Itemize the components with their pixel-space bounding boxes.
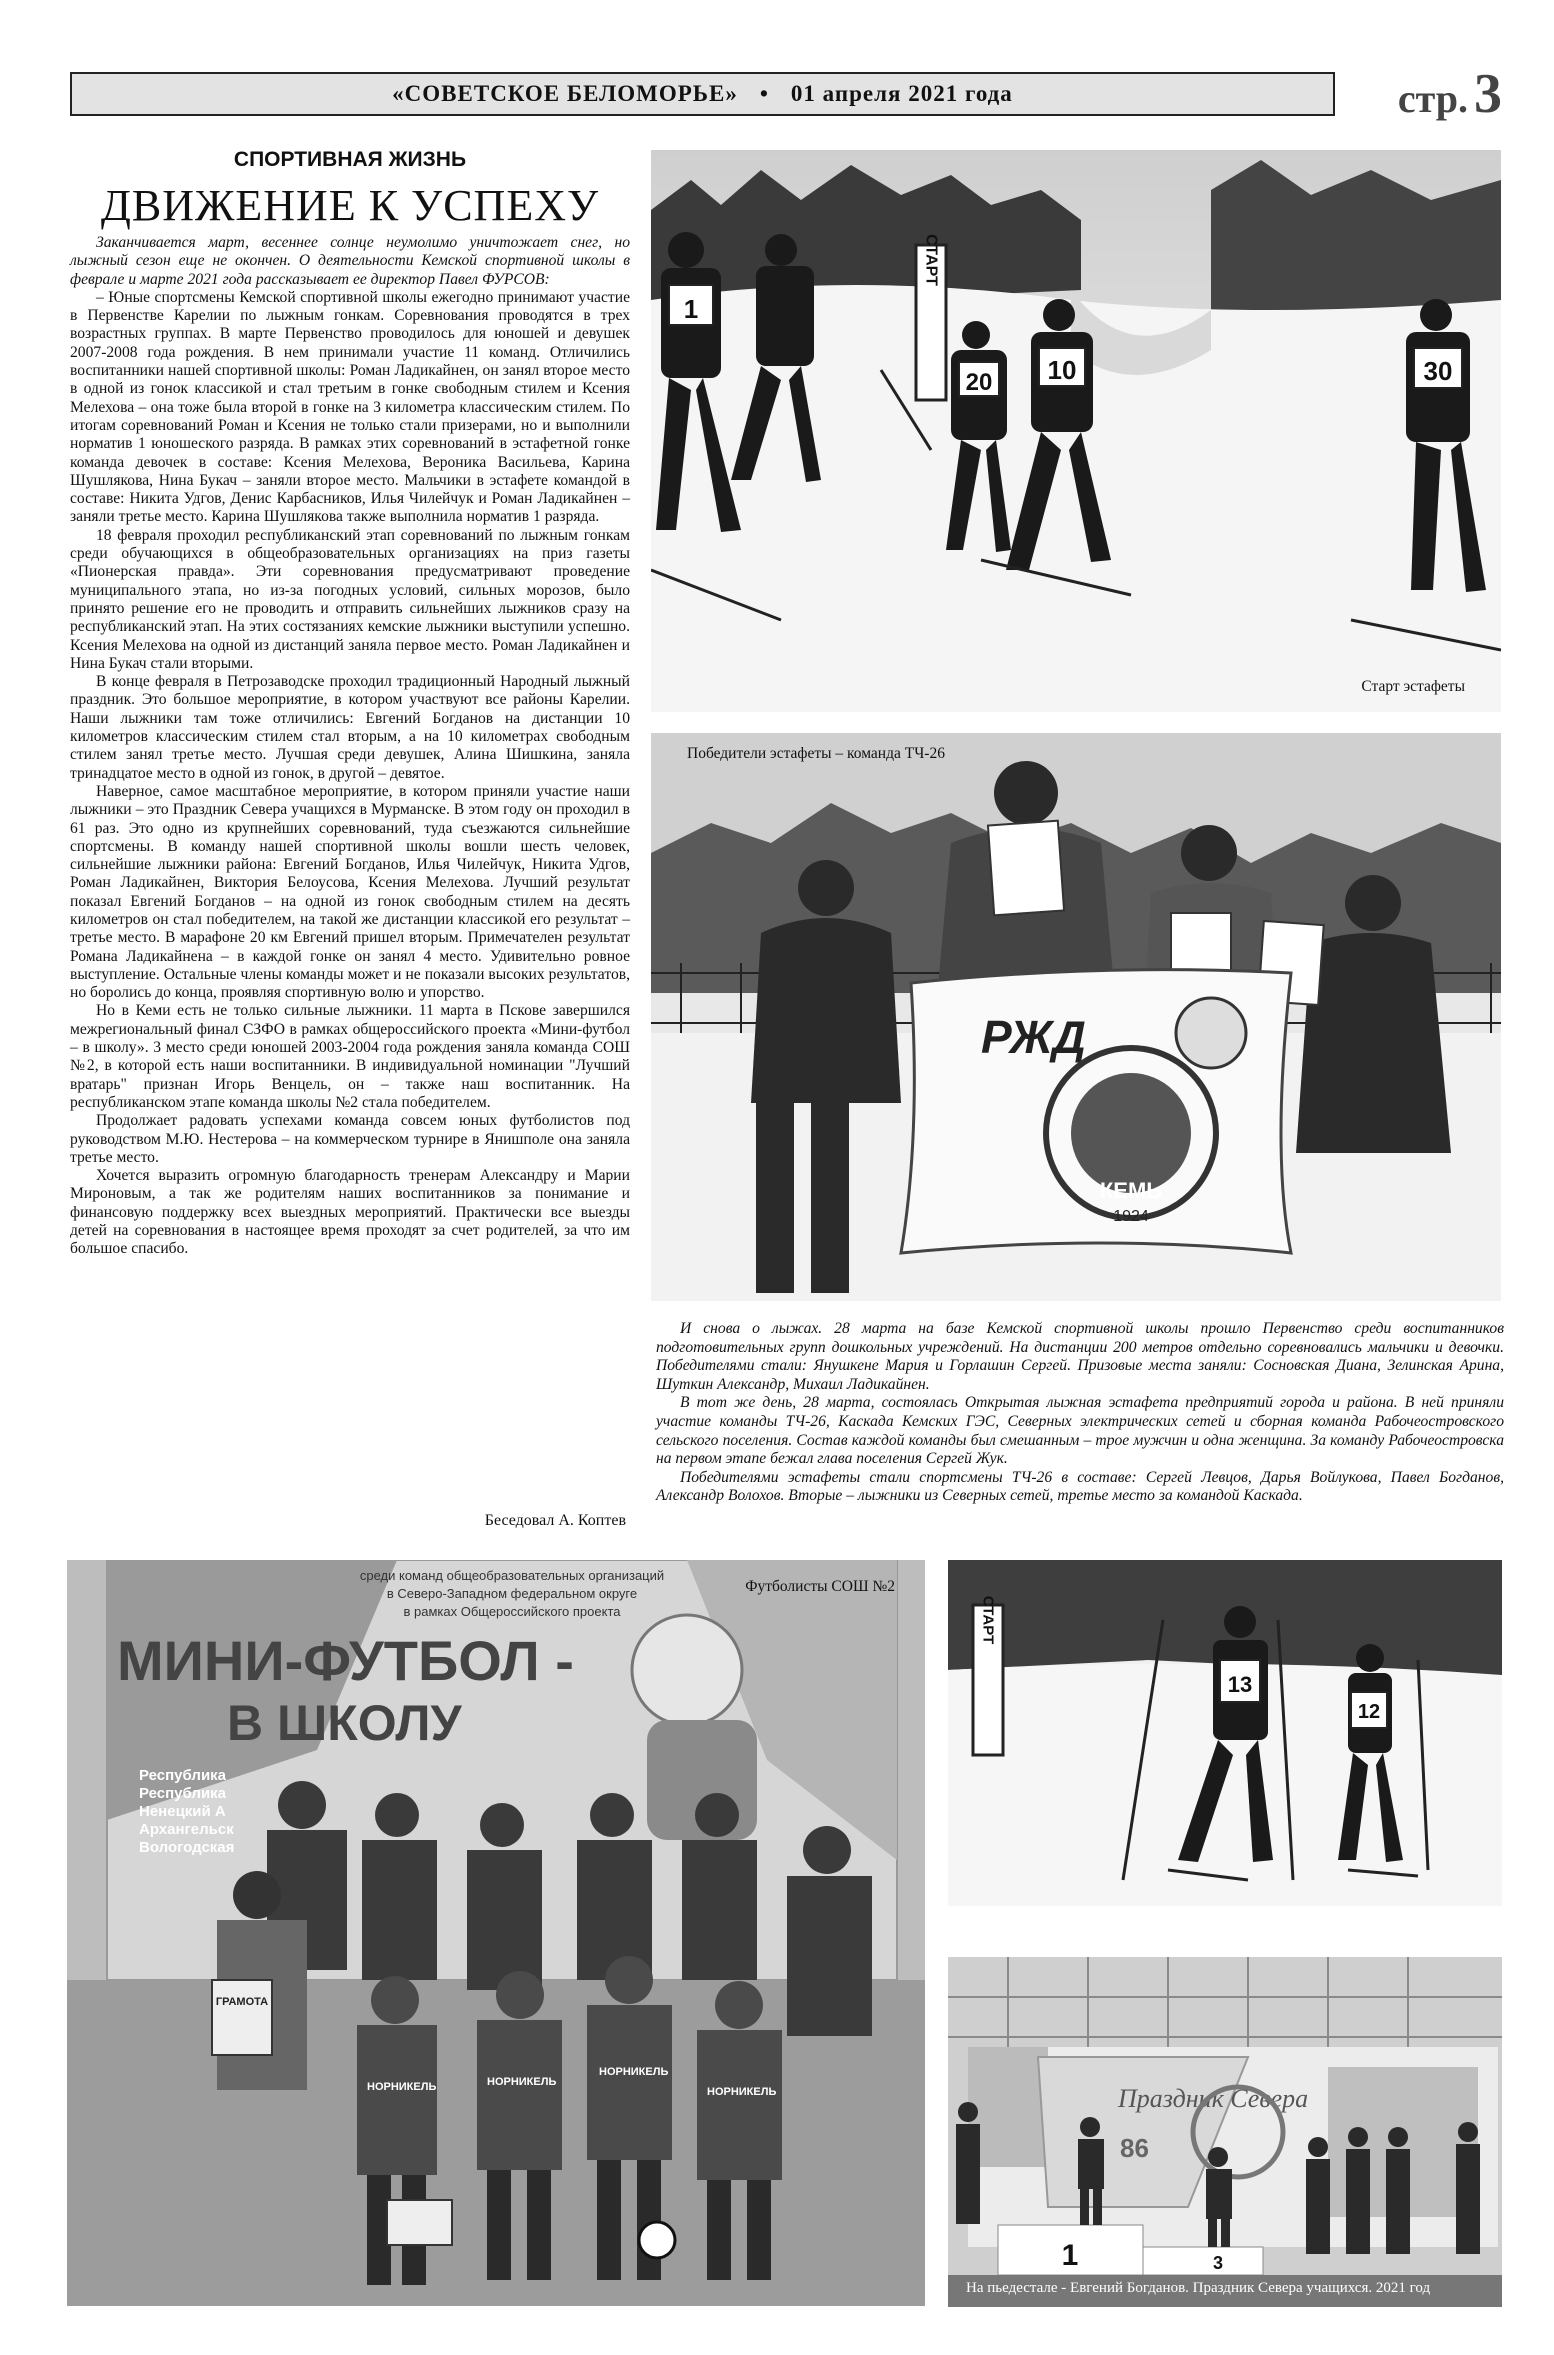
photo-kids-skiers [948, 1560, 1502, 1906]
banner-headline: В ШКОЛУ [227, 1695, 462, 1751]
bib-number: 20 [965, 369, 993, 396]
jersey-text: НОРНИКЕЛЬ [367, 2081, 437, 2093]
bib-number: 30 [1423, 356, 1453, 386]
photo-relay-start [651, 150, 1501, 712]
banner-town: КЕМЬ [1099, 1178, 1163, 1203]
jersey-text: НОРНИКЕЛЬ [707, 2086, 777, 2098]
article-paragraph: Хочется выразить огромную благодарность тренерам Александру и Марии Мироновым, а так же родителям наших воспитанников за понимание и финансовую поддержку всех выездных мероприятий. Практически все выезды детей на соревнования в настоящее время проходят за счет родителей, за что им большое спасибо. [70, 1167, 630, 1258]
podium-banner-num: 86 [1120, 2133, 1149, 2163]
article-signature: Беседовал А. Коптев [484, 1512, 626, 1529]
article-paragraph: 18 февраля проходил республиканский этап соревнований по лыжным гонкам среди обучающихся в общеобразовательных организациях на приз газеты «Пионерская правда». Эти соревнования предусматривают проведение муниципального этапа, но из-за погодных условий, сильных морозов, было принято решение его не проводить и отправить сильнейших лыжников сразу на республиканский этап. На этих состязаниях кемские лыжники выступили успешно. Ксения Мелехова на одной из дистанций заняла первое место. Роман Ладикайнен и Нина Букач стали вторыми. [70, 526, 630, 672]
caption-relay-winners: Победители эстафеты – команда ТЧ-26 [687, 745, 945, 762]
banner-region: Республика [139, 1767, 227, 1784]
diploma-title: ГРАМОТА [215, 1996, 269, 2008]
article-body [70, 234, 630, 1259]
bib-number: 13 [1227, 1672, 1253, 1697]
podium-place: 1 [1061, 2239, 1079, 2272]
caption-paragraph: Победителями эстафеты стали спортсмены ТЧ-26 в составе: Сергей Левцов, Дарья Войлукова, Павел Богданов, Александр Волохов. Вторые – лыжники из Северных сетей, третье место за командой Каскада. [656, 1468, 1504, 1505]
page-label: стр. [1397, 76, 1468, 121]
caption-podium: На пьедестале - Евгений Богданов. Праздник Севера учащихся. 2021 год [966, 2280, 1431, 2296]
photo-relay-winners [651, 733, 1501, 1301]
photo-football-team [67, 1560, 925, 2306]
banner-logo: РЖД [981, 1011, 1086, 1063]
banner-region: Архангельск [139, 1821, 234, 1838]
podium-banner-text: Праздник Севера [1118, 2084, 1309, 2113]
article-paragraph: Продолжает радовать успехами команда совсем юных футболистов под руководством М.Ю. Нестерова – на коммерческом турнире в Янишполе она заняла третье место. [70, 1112, 630, 1166]
rubric: СПОРТИВНАЯ ЖИЗНЬ [233, 148, 467, 171]
photo-caption-text [656, 1320, 1504, 1506]
photo-podium [948, 1957, 1502, 2307]
banner-region: Вологодская [139, 1839, 235, 1856]
article-lead: Заканчивается март, весеннее солнце неумолимо уничтожает снег, но лыжный сезон еще не окончен. О деятельности Кемской спортивной школы в феврале и марте 2021 года рассказывает ее директор Павел ФУРСОВ: [70, 234, 630, 288]
article-paragraph: В конце февраля в Петрозаводске проходил традиционный Народный лыжный праздник. Это большое мероприятие, в котором участвуют все районы Карелии. Наши лыжники там тоже отличились: Евгений Богданов на дистанции 10 километров классическим стилем стал вторым, а на 10 километрах свободным стилем занял третье место. Лучшая среди девушек, Алина Шишкина, заняла тринадцатое место в одной из гонок, в другой – девятое. [70, 673, 630, 782]
page-num: 3 [1474, 63, 1502, 125]
start-sign-text: СТАРТ [922, 234, 940, 286]
banner-region: Республика [139, 1785, 227, 1802]
jersey-text: НОРНИКЕЛЬ [599, 2066, 669, 2078]
article-paragraph: Наверное, самое масштабное мероприятие, в котором приняли участие наши лыжники – это Праздник Севера учащихся в Мурманске. В этом году он проходил в 61 раз. Это одно из крупнейших соревнований, туда съезжаются сильнейшие спортсмены. В команду нашей спортивной школы вошли шесть человек, сильнейшие лыжники района: Евгений Богданов, Илья Чилейчук, Никита Удгов, Роман Ладикайнен, Виктория Белоусова, Ксения Мелехова. Лучший результат показал Евгений Богданов – на одной из гонок свободным стилем на десять километров он стал победителем, на такой же дистанции классикой его результат – третье место. В марафоне 20 км Евгений пришел вторым. Примечателен результат Романа Ладикайнена – в каждой гонке он занял 4 место. Удивительно ровное выступление. Остальные члены команды может и не показали высоких результатов, но боролись до конца, проявляя спортивную волю и упорство. [70, 782, 630, 1002]
article-paragraph: Но в Кеми есть не только сильные лыжники. 11 марта в Пскове завершился межрегиональный финал СЗФО в рамках общероссийского проекта «Мини-футбол – в школу». 3 место среди юношей 2003-2004 года рождения заняла команда СОШ №2, в которой есть наши воспитанники. В индивидуальной номинации "Лучший вратарь" признан Игорь Венцель, он – также наш воспитанник. На республиканском этапе команда школы №2 стала победителем. [70, 1002, 630, 1111]
separator-dot: • [759, 81, 769, 106]
caption-paragraph: В тот же день, 28 марта, состоялась Открытая лыжная эстафета предприятий города и района. В ней приняли участие команды ТЧ-26, Каскада Кемских ГЭС, Северных электрических сетей и сборная команда Рабочеостровского сельского поселения. Состав каждой команды был смешанным – трое мужчин и одна женщина. За команду Рабочеостровска на первом этапе бежал глава поселения Сергей Жук. [656, 1394, 1504, 1468]
banner-top-line: в Северо-Западном федеральном округе [386, 1586, 638, 1601]
caption-relay-start: Старт эстафеты [1361, 678, 1465, 695]
article-title: ДВИЖЕНИЕ К УСПЕХУ [100, 181, 600, 230]
banner-top-line: среди команд общеобразовательных организаций [359, 1568, 665, 1583]
issue-date: 01 апреля 2021 года [790, 81, 1013, 106]
caption-football: Футболисты СОШ №2 [745, 1578, 895, 1595]
bib-number: 10 [1047, 355, 1077, 385]
banner-region: Ненецкий А [139, 1803, 226, 1820]
masthead-bar [70, 72, 1335, 116]
caption-paragraph: И снова о лыжах. 28 марта на базе Кемской спортивной школы прошло Первенство среди воспитанников подготовительных групп дошкольных учреждений. На дистанции 200 метров отдельно соревновались мальчики и девочки. Победителями стали: Янушкене Мария и Горлашин Сергей. Призовые места заняли: Сосновская Диана, Зелинская Арина, Шуткин Александр, Михаил Ладикайнен. [656, 1320, 1504, 1393]
bib-number: 1 [683, 294, 699, 324]
start-sign-text: СТАРТ [979, 1595, 997, 1645]
bib-number: 12 [1357, 1701, 1381, 1723]
article-paragraph: – Юные спортсмены Кемской спортивной школы ежегодно принимают участие в Первенстве Карелии по лыжным гонкам. Соревнования проводятся в трех возрастных группах. В марте Первенство проводилось для юношей и девушек 2007-2008 года рождения. В нем принимали участие 11 команд. Отличились воспитанники нашей спортивной школы: Роман Ладикайнен, он занял второе место в одной из гонок классикой и стал третьим в гонке свободным стилем и Ксения Мелехова – она тоже была второй в гонке на 3 километра классическим стилем. По итогам соревнований Роман и Ксения не только стали призерами, но и выполнили норматив 1 юношеского разряда. В рамках этих соревнований в эстафетной гонке команда девочек в составе: Ксения Мелехова, Вероника Васильева, Карина Шушлякова, Нина Букач – заняли второе место. Мальчики в эстафете командой в составе: Никита Удгов, Денис Карбасников, Илья Чилейчук и Роман Ладикайнен – заняли третье место. Карина Шушлякова также выполнила норматив 1 разряда. [70, 288, 630, 526]
banner-top-line: в рамках Общероссийского проекта [403, 1604, 621, 1619]
jersey-text: НОРНИКЕЛЬ [487, 2076, 557, 2088]
newspaper-name: «СОВЕТСКОЕ БЕЛОМОРЬЕ» [392, 81, 738, 106]
podium-place: 3 [1212, 2253, 1224, 2273]
banner-year: 1924 [1113, 1208, 1149, 1225]
page-number [1372, 62, 1502, 126]
banner-headline: МИНИ-ФУТБОЛ - [117, 1629, 574, 1692]
